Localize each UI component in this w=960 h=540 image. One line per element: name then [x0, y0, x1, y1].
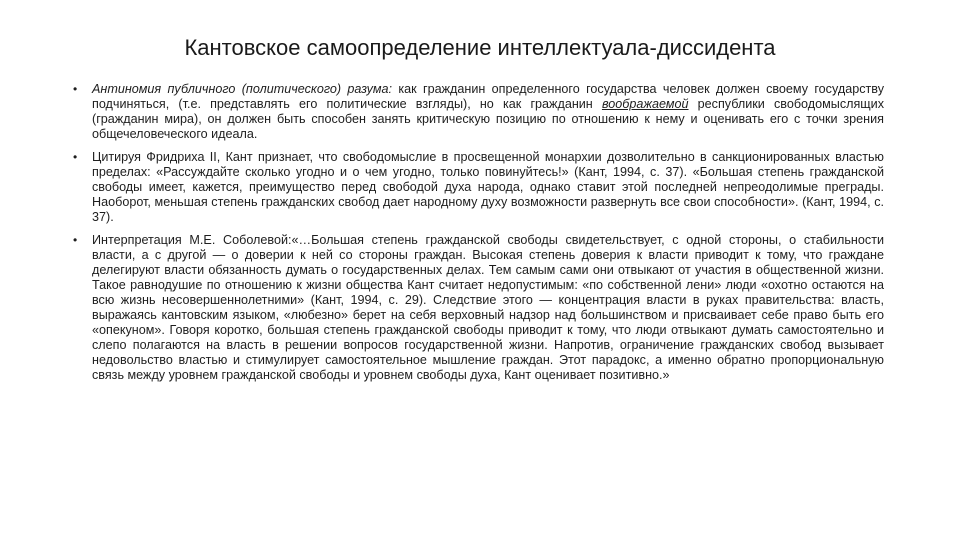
- bullet-item-antinomy: [72, 82, 884, 142]
- bullet-text: Цитируя Фридриха II, Кант признает, что свободомыслие в просвещенной монархии дозволительно в санкционированных властью пределах: «Рассуждайте сколько угодно и о чем угодно, только повинуйтесь!» (Кант, 1994, с. 37). «Большая степень гражданской свободы имеет, кажется, преимущество перед свободой духа народа, однако ставит этой последней непреодолимые преграды. Наоборот, меньшая степень гражданских свобод дает народному духу возможности развернуть все свои способности». (Кант, 1994, с. 37).: [92, 150, 884, 224]
- bullet-dot-icon: •: [73, 150, 78, 164]
- bullet-dot-icon: •: [73, 233, 78, 247]
- bullet-list: [72, 82, 884, 383]
- bullet-text: Интерпретация М.Е. Соболевой:«…Большая степень гражданской свободы свидетельствует, с одной стороны, о стабильности власти, а с другой — о доверии к ней со стороны граждан. Высокая степень доверия к власти приводит к тому, что граждане делегируют власти обязанность думать о государственных делах. Тем самым сами они отвыкают от участия в общественной жизни. Такое равнодушие по отношению к жизни общества Кант считает недопустимым: «по собственной лени» люди «охотно остаются на всю жизнь несовершеннолетними» (Кант, 1994, с. 29). Следствие этого — концентрация власти в руках правительства: власть, выражаясь кантовским языком, «любезно» берет на себя верховный надзор над большинством и присваивает себе право быть его «опекуном». Говоря коротко, большая степень гражданской свободы приводит к тому, что люди отвыкают думать самостоятельно и слепо полагаются на власть в решении вопросов государственной жизни. Напротив, ограничение гражданских свобод вызывает недовольство властью и стимулирует самостоятельное мышление граждан. Этот парадокс, а именно обратно пропорциональную связь между уровнем гражданской свободы и уровнем свободы духа, Кант оценивает позитивно.»: [92, 233, 884, 382]
- bullet-text: республики свободомыслящих (гражданин мира), он должен быть способен занять критическую позицию по отношению к нему и оценивать его с точки зрения общечеловеческого идеала.: [92, 97, 884, 141]
- bullet-item-frederick-quote: [72, 150, 884, 225]
- bullet-emphasis: воображаемой: [601, 97, 689, 111]
- bullet-text: как гражданин определенного государства человек должен своему государству подчиняться, (т.е. представлять его политические взгляды), но как гражданин: [92, 82, 884, 111]
- bullet-item-soboleva-interpretation: [72, 233, 884, 383]
- bullet-dot-icon: •: [73, 82, 78, 96]
- bullet-italic-lead: Антиномия публичного (политического) разума:: [92, 82, 393, 96]
- slide-title: Кантовское самоопределение интеллектуала-диссидента: [184, 35, 776, 60]
